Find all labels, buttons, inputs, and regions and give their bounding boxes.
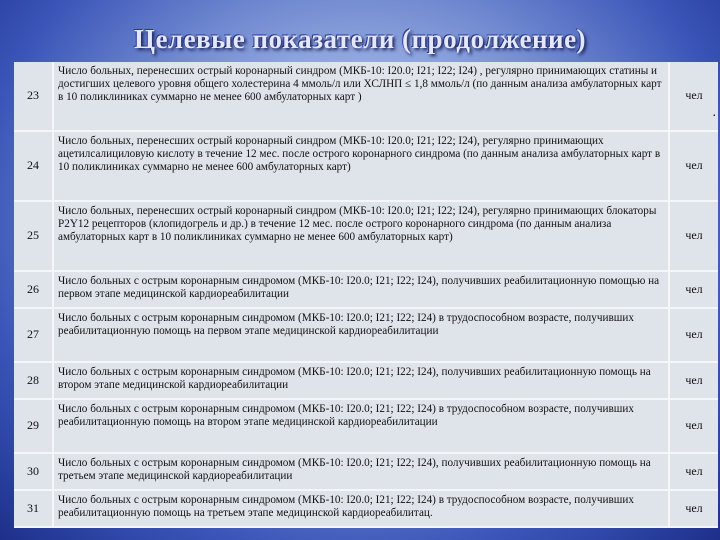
table-row: [14, 272, 718, 309]
row-description: Число больных, перенесших острый коронарный синдром (МКБ-10: I20.0; I21; I22; I24) , регулярно принимающих статины и достигших целевого уровня общего холестерина 4 ммоль/л или ХСЛНП ≤ 1,8 ммоль/л (по данным анализа амбулаторных карт в 10 поликлиниках суммарно не менее 600 амбулаторных карт ): [54, 62, 670, 130]
row-number: 25: [14, 202, 54, 270]
table-row: [14, 363, 718, 400]
row-number: 29: [14, 400, 54, 452]
row-unit: чел: [685, 327, 703, 342]
row-number: 24: [14, 132, 54, 200]
row-description: Число больных, перенесших острый коронарный синдром (МКБ-10: I20.0; I21; I22; I24), регулярно принимающих ацетилсалициловую кислоту в течение 12 мес. после острого коронарного синдрома (по данным анализа амбулаторных карт в 10 поликлиниках суммарно не менее 600 амбулаторных карт): [54, 132, 670, 200]
row-description: Число больных, перенесших острый коронарный синдром (МКБ-10: I20.0; I21; I22; I24), регулярно принимающих блокаторы P2Y12 рецепторов (клопидогрель и др.) в течение 12 мес. после острого коронарного синдрома (по данным анализа амбулаторных карт в 10 поликлиниках суммарно не менее 600 амбулаторных карт): [54, 202, 670, 270]
row-unit: чел: [685, 158, 703, 173]
row-number: 23: [14, 62, 54, 130]
table-row: [14, 309, 718, 363]
row-unit: чел: [685, 88, 703, 103]
row-unit: чел: [685, 372, 703, 387]
stray-dot: .: [712, 105, 716, 120]
row-number: 28: [14, 363, 54, 398]
table-row: [14, 202, 718, 272]
row-description: Число больных с острым коронарным синдромом (МКБ-10: I20.0; I21; I22; I24), получивших реабилитационную помощь на третьем этапе медицинской кардиореабилитации: [54, 454, 670, 489]
row-description: Число больных с острым коронарным синдромом (МКБ-10: I20.0; I21; I22; I24) в трудоспособном возрасте, получивших реабилитационную помощь на третьем этапе медицинской кардиореабилитац.: [54, 491, 670, 526]
row-description: Число больных с острым коронарным синдромом (МКБ-10: I20.0; I21; I22; I24) в трудоспособном возрасте, получивших реабилитационную помощь на первом этапе медицинской кардиореабилитации: [54, 309, 670, 361]
table-row: [14, 491, 718, 528]
row-number: 30: [14, 454, 54, 489]
row-number: 31: [14, 491, 54, 526]
row-description: Число больных с острым коронарным синдромом (МКБ-10: I20.0; I21; I22; I24), получивших реабилитационную помощь на втором этапе медицинской кардиореабилитации: [54, 363, 670, 398]
slide-title: Целевые показатели (продолжение): [133, 24, 587, 54]
table-row: [14, 62, 718, 132]
table-row: [14, 454, 718, 491]
row-unit: чел: [685, 463, 703, 478]
row-description: Число больных с острым коронарным синдромом (МКБ-10: I20.0; I21; I22; I24) в трудоспособном возрасте, получивших реабилитационную помощь на втором этапе медицинской кардиореабилитации: [54, 400, 670, 452]
row-unit: чел: [685, 500, 703, 515]
row-unit: чел: [685, 418, 703, 433]
row-unit: чел: [685, 281, 703, 296]
row-number: 26: [14, 272, 54, 307]
table-row: [14, 132, 718, 202]
row-description: Число больных с острым коронарным синдромом (МКБ-10: I20.0; I21; I22; I24), получивших реабилитационную помощью на первом этапе медицинской кардиореабилитации: [54, 272, 670, 307]
row-number: 27: [14, 309, 54, 361]
table-row: [14, 400, 718, 454]
indicators-table: [14, 62, 718, 528]
row-unit: чел: [685, 228, 703, 243]
